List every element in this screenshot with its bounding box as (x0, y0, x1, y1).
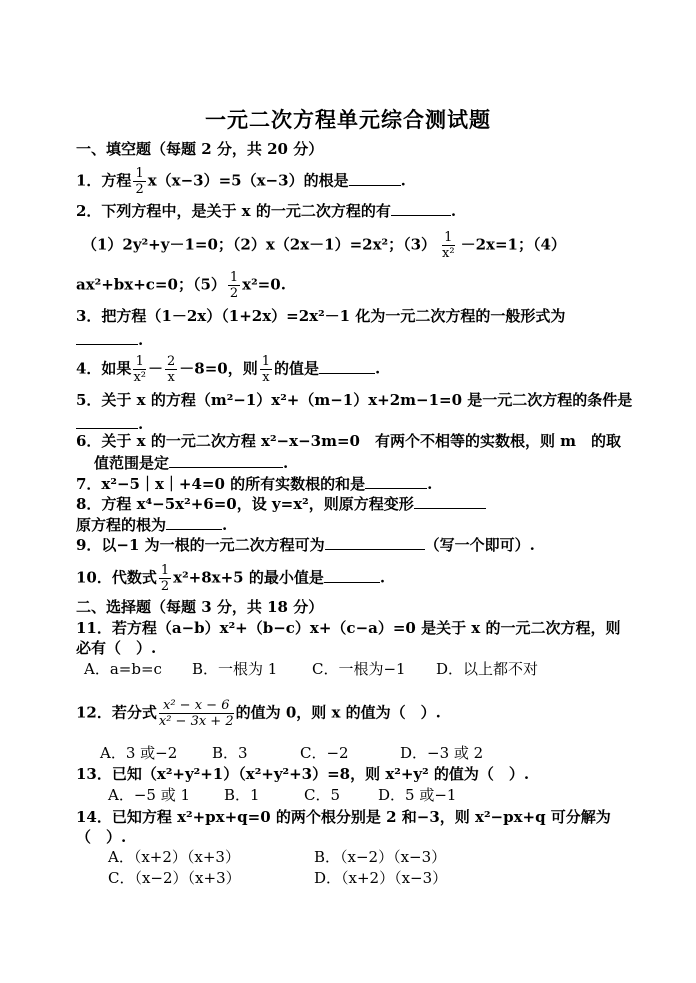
q10-frac-den: 2 (160, 579, 170, 594)
question-11-line2: 必有（ ）. (76, 639, 157, 657)
q4-answer-blank[interactable] (319, 359, 375, 374)
q7-end: . (427, 475, 433, 493)
q8-transform-blank[interactable] (414, 494, 486, 509)
q1-fraction (133, 166, 145, 197)
q2-opt5-den: 2 (229, 286, 239, 301)
question-9 (76, 534, 535, 556)
page-title: 一元二次方程单元综合测试题 (205, 107, 491, 132)
q9-end: （写一个即可）. (424, 536, 535, 554)
question-6: 6．关于 x 的一元二次方程 x²−x−3m=0 有两个不相等的实数根，则 m 的取 (76, 432, 622, 450)
q10-end: . (379, 568, 386, 587)
question-10 (76, 563, 385, 594)
q13-option-a[interactable]: A．−5 或 1 (108, 786, 191, 804)
q4-text-mid: －8=0，则 (179, 359, 258, 378)
q13-option-b[interactable]: B．1 (224, 786, 260, 804)
q4-f1-num: 1 (133, 354, 146, 370)
q12-option-b[interactable]: B．3 (212, 744, 248, 762)
q4-fraction-2 (165, 354, 177, 385)
q4-text-post: 的值是 (274, 359, 320, 378)
q10-text-post: x²+8x+5 的最小值是 (173, 568, 324, 587)
q3-answer-blank[interactable] (76, 330, 138, 345)
q2-line2-post: x²=0. (242, 275, 286, 294)
q12-frac-den: x² − 3x + 2 (158, 714, 234, 729)
q4-f3-den: x (262, 370, 270, 385)
question-8 (76, 493, 486, 515)
question-13: 13．已知（x²+y²+1）（x²+y²+3）=8，则 x²+y² 的值为（ ）. (76, 765, 530, 783)
question-14-line2: （ ）. (76, 828, 127, 846)
q8-answer-blank[interactable] (166, 515, 222, 530)
q2-answer-blank[interactable] (391, 201, 451, 216)
question-7 (76, 473, 432, 495)
q1-frac-num: 1 (135, 166, 144, 181)
question-2-options-line1 (82, 230, 566, 261)
q2-options-b: －2x=1；（4） (460, 235, 566, 254)
q1-text-pre: 1．方程 (76, 171, 132, 190)
section1-heading: 一、填空题（每题 2 分，共 20 分） (76, 140, 324, 158)
question-6-line2 (94, 452, 288, 474)
q7-answer-blank[interactable] (365, 474, 427, 489)
q5-end: . (138, 415, 144, 433)
q13-option-d[interactable]: D．5 或−1 (378, 786, 457, 804)
q4-minus: － (147, 359, 163, 378)
question-3-answer (76, 329, 143, 351)
q11-option-c[interactable]: C．一根为−1 (312, 660, 406, 678)
q10-answer-blank[interactable] (324, 568, 380, 583)
q2-opt5-fraction (228, 270, 240, 301)
q10-fraction (159, 563, 171, 594)
q4-fraction-3 (260, 354, 272, 385)
q12-option-d[interactable]: D．−3 或 2 (400, 744, 484, 762)
question-14: 14．已知方程 x²+px+q=0 的两个根分别是 2 和−3，则 x²−px+q 可分解为 (76, 808, 611, 826)
q11-option-a[interactable]: A．a=b=c (84, 660, 162, 678)
q14-option-a[interactable]: A．（x+2）（x+3） (108, 848, 240, 866)
question-12 (76, 698, 441, 729)
q7-text: 7．x²−5｜x｜+4=0 的所有实数根的和是 (76, 475, 366, 493)
q12-text-post: 的值为 0，则 x 的值为（ ）. (235, 703, 441, 722)
q1-answer-blank[interactable] (349, 171, 401, 186)
q4-f2-den: x (167, 370, 175, 385)
q1-frac-den: 2 (135, 182, 144, 197)
q2-text: 2．下列方程中，是关于 x 的一元二次方程的有 (76, 202, 391, 220)
q4-text-pre: 4．如果 (76, 359, 132, 378)
q4-f1-den: x² (133, 370, 146, 385)
q12-frac-num: x² − x − 6 (159, 698, 234, 714)
q9-text: 9．以−1 为一根的一元二次方程可为 (76, 536, 325, 554)
q11-option-d[interactable]: D．以上都不对 (436, 660, 539, 678)
q2-options-a: （1）2y²+y－1=0；（2）x（2x－1）=2x²；（3） (82, 235, 437, 254)
q1-text-post: x（x−3）=5（x−3）的根是 (147, 171, 349, 190)
q4-fraction-1 (133, 354, 146, 385)
q11-option-b[interactable]: B．一根为 1 (192, 660, 278, 678)
question-2 (76, 200, 456, 222)
q2-line2-pre: ax²+bx+c=0；（5） (76, 275, 226, 294)
section2-heading: 二、选择题（每题 3 分，共 18 分） (76, 598, 324, 616)
q12-option-c[interactable]: C．−2 (300, 744, 349, 762)
question-1 (76, 166, 406, 197)
q2-opt3-fraction (442, 230, 455, 261)
q12-option-a[interactable]: A．3 或−2 (100, 744, 178, 762)
question-2-options-line2 (76, 270, 286, 301)
q10-frac-num: 1 (160, 563, 170, 578)
q6-answer-blank[interactable] (169, 453, 283, 468)
q13-option-c[interactable]: C．5 (304, 786, 341, 804)
q2-opt3-num: 1 (442, 230, 455, 246)
question-4 (76, 354, 380, 385)
question-8-line2 (76, 514, 227, 536)
question-11: 11．若方程（a−b）x²+（b−c）x+（c−a）=0 是关于 x 的一元二次方程，则 (76, 619, 621, 637)
q9-answer-blank[interactable] (325, 535, 425, 550)
q8-end: . (222, 516, 228, 534)
q10-text-pre: 10．代数式 (76, 568, 157, 587)
q2-end: . (450, 202, 457, 220)
q14-option-c[interactable]: C．（x−2）（x+3） (108, 869, 241, 887)
q4-end: . (375, 359, 381, 378)
question-3: 3．把方程（1－2x）（1+2x）=2x²－1 化为一元二次方程的一般形式为 (76, 307, 566, 325)
q8-text: 8．方程 x⁴−5x²+6=0，设 y=x²，则原方程变形 (76, 495, 414, 513)
q3-end: . (138, 331, 144, 349)
question-5: 5．关于 x 的方程（m²−1）x²+（m−1）x+2m−1=0 是一元二次方程的条件是 (76, 391, 633, 409)
q6-end: . (283, 454, 289, 472)
q4-f2-num: 2 (167, 354, 176, 369)
q14-option-b[interactable]: B．（x−2）（x−3） (314, 848, 447, 866)
q5-answer-blank[interactable] (76, 414, 138, 429)
q12-fraction (159, 698, 234, 729)
q1-end: . (400, 171, 406, 190)
q4-f3-num: 1 (261, 354, 271, 369)
q6-line2-text: 值范围是定 (94, 454, 170, 472)
q2-opt5-num: 1 (229, 270, 239, 285)
q2-opt3-den: x² (442, 246, 455, 261)
q8-line2-text: 原方程的根为 (76, 516, 167, 534)
q14-option-d[interactable]: D．（x+2）（x−3） (314, 869, 448, 887)
q12-text-pre: 12．若分式 (76, 703, 157, 722)
